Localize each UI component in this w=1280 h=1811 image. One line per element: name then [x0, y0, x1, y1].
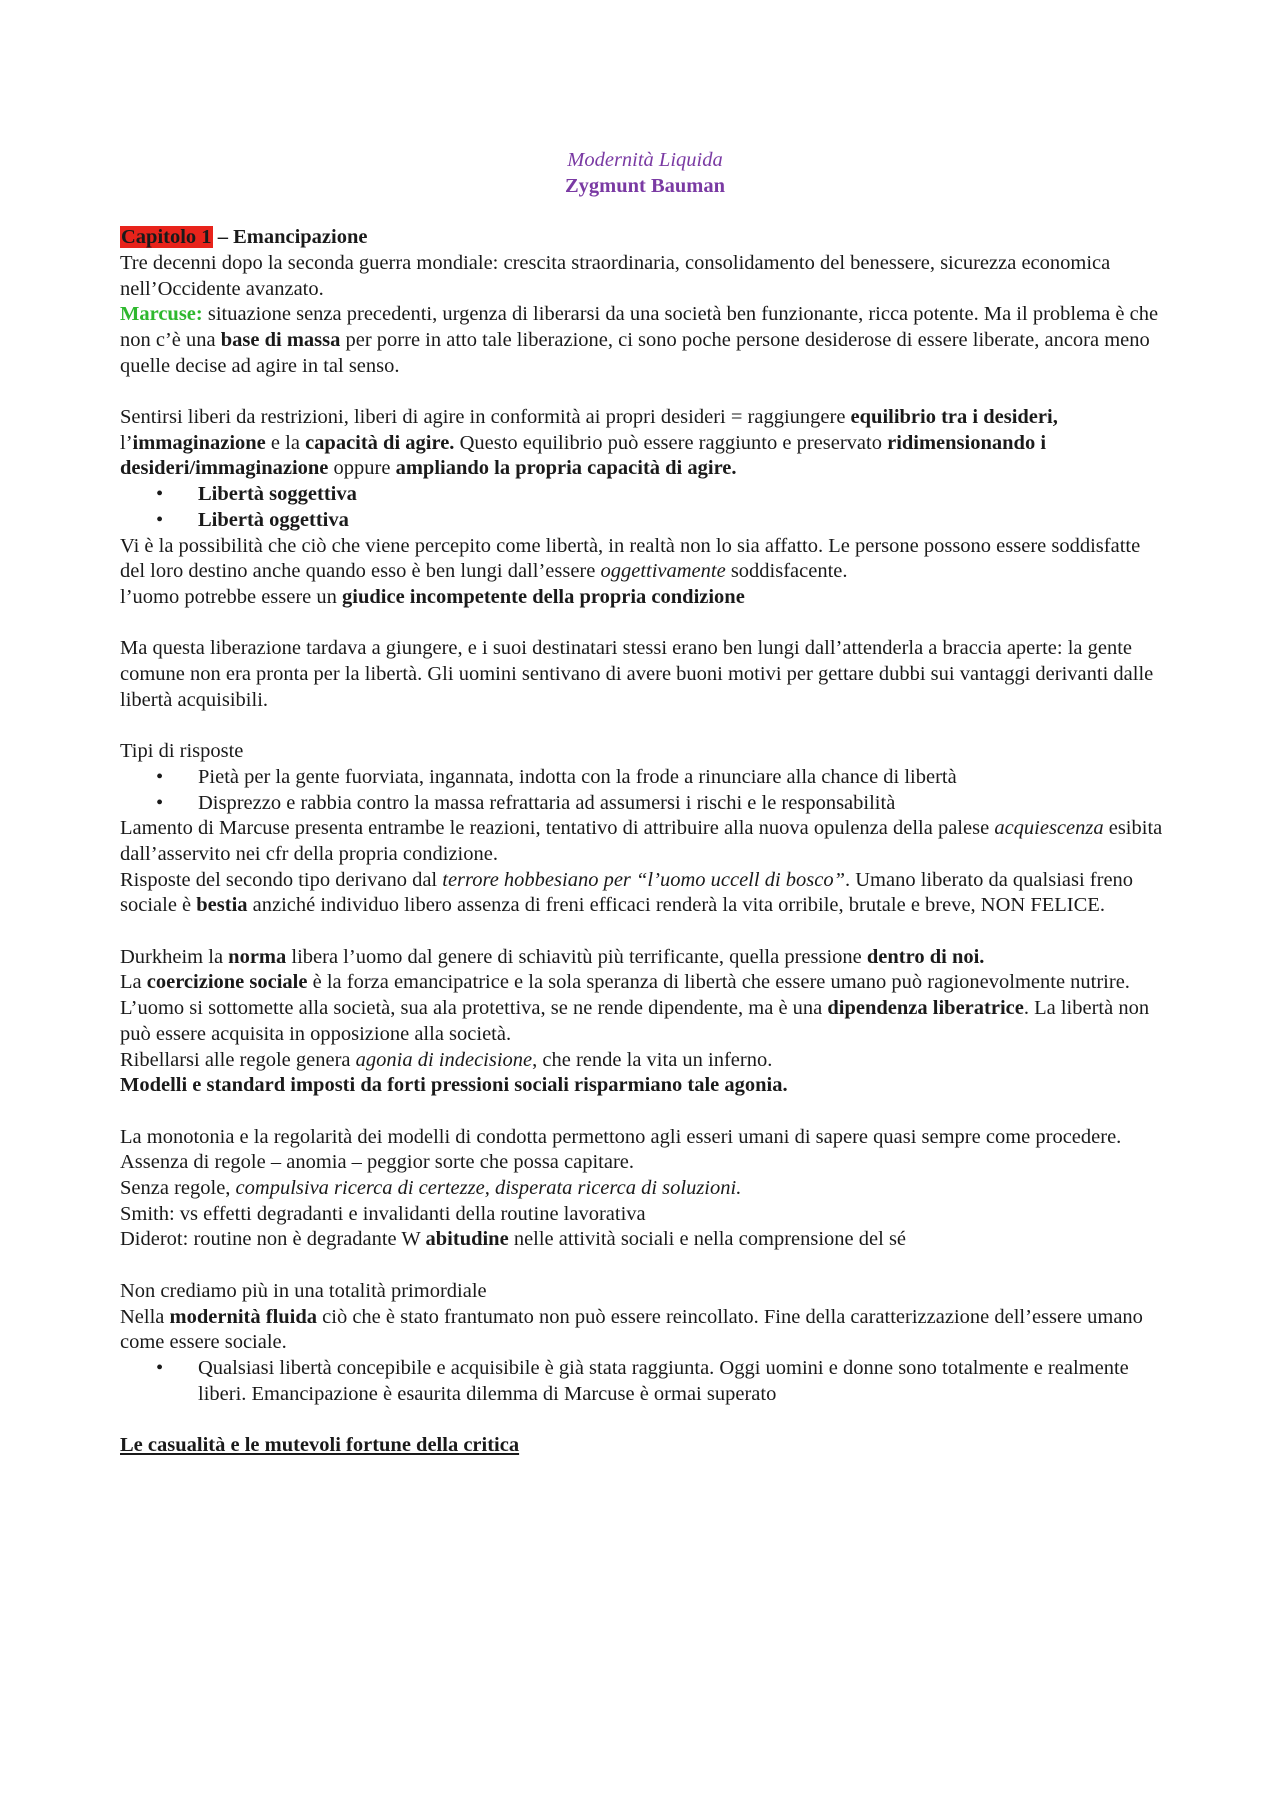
paragraph: Modelli e standard imposti da forti pressioni sociali risparmiano tale agonia. — [120, 1074, 788, 1097]
list-item: • Qualsiasi libertà concepibile e acquisibile è già stata raggiunta. Oggi uomini e donne sono totalmente e realmente liberi. Emancipazione è esaurita dilemma di Marcuse è ormai superato — [156, 1356, 1170, 1407]
list-item: • Libertà soggettiva — [156, 482, 1170, 508]
list-item: • Pietà per la gente fuorviata, ingannata, indotta con la frode a rinunciare alla chance di libertà — [156, 765, 1170, 791]
bullet-list — [120, 765, 1170, 816]
paragraph: Non crediamo più in una totalità primordiale — [120, 1279, 487, 1302]
chapter-heading — [120, 225, 1170, 251]
list-item: • Libertà oggettiva — [156, 508, 1170, 534]
bullet-list — [120, 1356, 1170, 1407]
paragraph: La coercizione sociale è la forza emancipatrice e la sola speranza di libertà che essere umano può ragionevolmente nutrire. — [120, 971, 1130, 994]
paragraph: Sentirsi liberi da restrizioni, liberi di agire in conformità ai propri desideri = raggiungere equilibrio tra i desideri, l’immaginazione e la capacità di agire. Questo equilibrio può essere raggiunto e preservato ridimensionando i desideri/immaginazione oppure ampliando la propria capacità di agire. — [120, 406, 1058, 480]
paragraph: Risposte del secondo tipo derivano dal terrore hobbesiano per “l’uomo uccell di bosco”. Umano liberato da qualsiasi freno sociale è bestia anziché individuo libero assenza di freni efficaci renderà la vita orribile, brutale e breve, NON FELICE. — [120, 868, 1134, 917]
paragraph: Tipi di risposte — [120, 740, 244, 763]
paragraph: Lamento di Marcuse presenta entrambe le reazioni, tentativo di attribuire alla nuova opulenza della palese acquiescenza esibita dall’asservito nei cfr della propria condizione. — [120, 817, 1163, 865]
paragraph: Nella modernità fluida ciò che è stato frantumato non può essere reincollato. Fine della caratterizzazione dell’essere umano come essere sociale. — [120, 1305, 1143, 1354]
list-item: • Disprezzo e rabbia contro la massa refrattaria ad assumersi i rischi e le responsabilità — [156, 791, 1170, 817]
paragraph: Ribellarsi alle regole genera agonia di indecisione, che rende la vita un inferno. — [120, 1048, 773, 1071]
paragraph: L’uomo si sottomette alla società, sua ala protettiva, se ne rende dipendente, ma è una dipendenza liberatrice. La libertà non può essere acquisita in opposizione alla società. — [120, 997, 1150, 1045]
paragraph: Durkheim la norma libera l’uomo dal genere di schiavitù più terrificante, quella pressione dentro di noi. — [120, 945, 985, 968]
bullet-list — [120, 482, 1170, 533]
paragraph: Assenza di regole – anomia – peggior sorte che possa capitare. — [120, 1151, 635, 1174]
paragraph: Vi è la possibilità che ciò che viene percepito come libertà, in realtà non lo sia affatto. Le persone possono essere soddisfatte del loro destino anche quando esso è ben lungi dall’essere oggettivamente soddisfacente. — [120, 534, 1141, 583]
paragraph: l’uomo potrebbe essere un giudice incompetente della propria condizione — [120, 585, 745, 608]
marcuse-name: Marcuse: — [120, 303, 203, 326]
paragraph-marcuse: Marcuse: situazione senza precedenti, urgenza di liberarsi da una società ben funzionante, ricca potente. Ma il problema è che non c’è una base di massa per porre in atto tale liberazione, ci sono poche persone desiderose di essere liberate, ancora meno quelle decise ad agire in tal senso. — [120, 303, 1159, 377]
paragraph: Smith: vs effetti degradanti e invalidanti della routine lavorativa — [120, 1202, 646, 1225]
document-title: Modernità Liquida — [567, 149, 723, 171]
title-block — [120, 148, 1170, 199]
paragraph: La monotonia e la regolarità dei modelli di condotta permettono agli esseri umani di sapere quasi sempre come procedere. — [120, 1125, 1122, 1148]
paragraph: Diderot: routine non è degradante W abitudine nelle attività sociali e nella comprensione del sé — [120, 1228, 907, 1251]
paragraph: Tre decenni dopo la seconda guerra mondiale: crescita straordinaria, consolidamento del benessere, sicurezza economica nell’Occidente avanzato. — [120, 251, 1111, 300]
chapter-label: Capitolo 1 — [121, 226, 212, 249]
section-heading: Le casualità e le mutevoli fortune della critica — [120, 1434, 520, 1457]
paragraph: Ma questa liberazione tardava a giungere, e i suoi destinatari stessi erano ben lungi dall’attenderla a braccia aperte: la gente comune non era pronta per la libertà. Gli uomini sentivano di avere buoni motivi per gettare dubbi sui vantaggi derivanti dalle libertà acquisibili. — [120, 637, 1154, 711]
paragraph: Senza regole, compulsiva ricerca di certezze, disperata ricerca di soluzioni. — [120, 1177, 742, 1200]
chapter-title: – Emancipazione — [212, 226, 368, 249]
document-author: Zygmunt Bauman — [564, 174, 726, 197]
document-page — [120, 148, 1170, 1459]
